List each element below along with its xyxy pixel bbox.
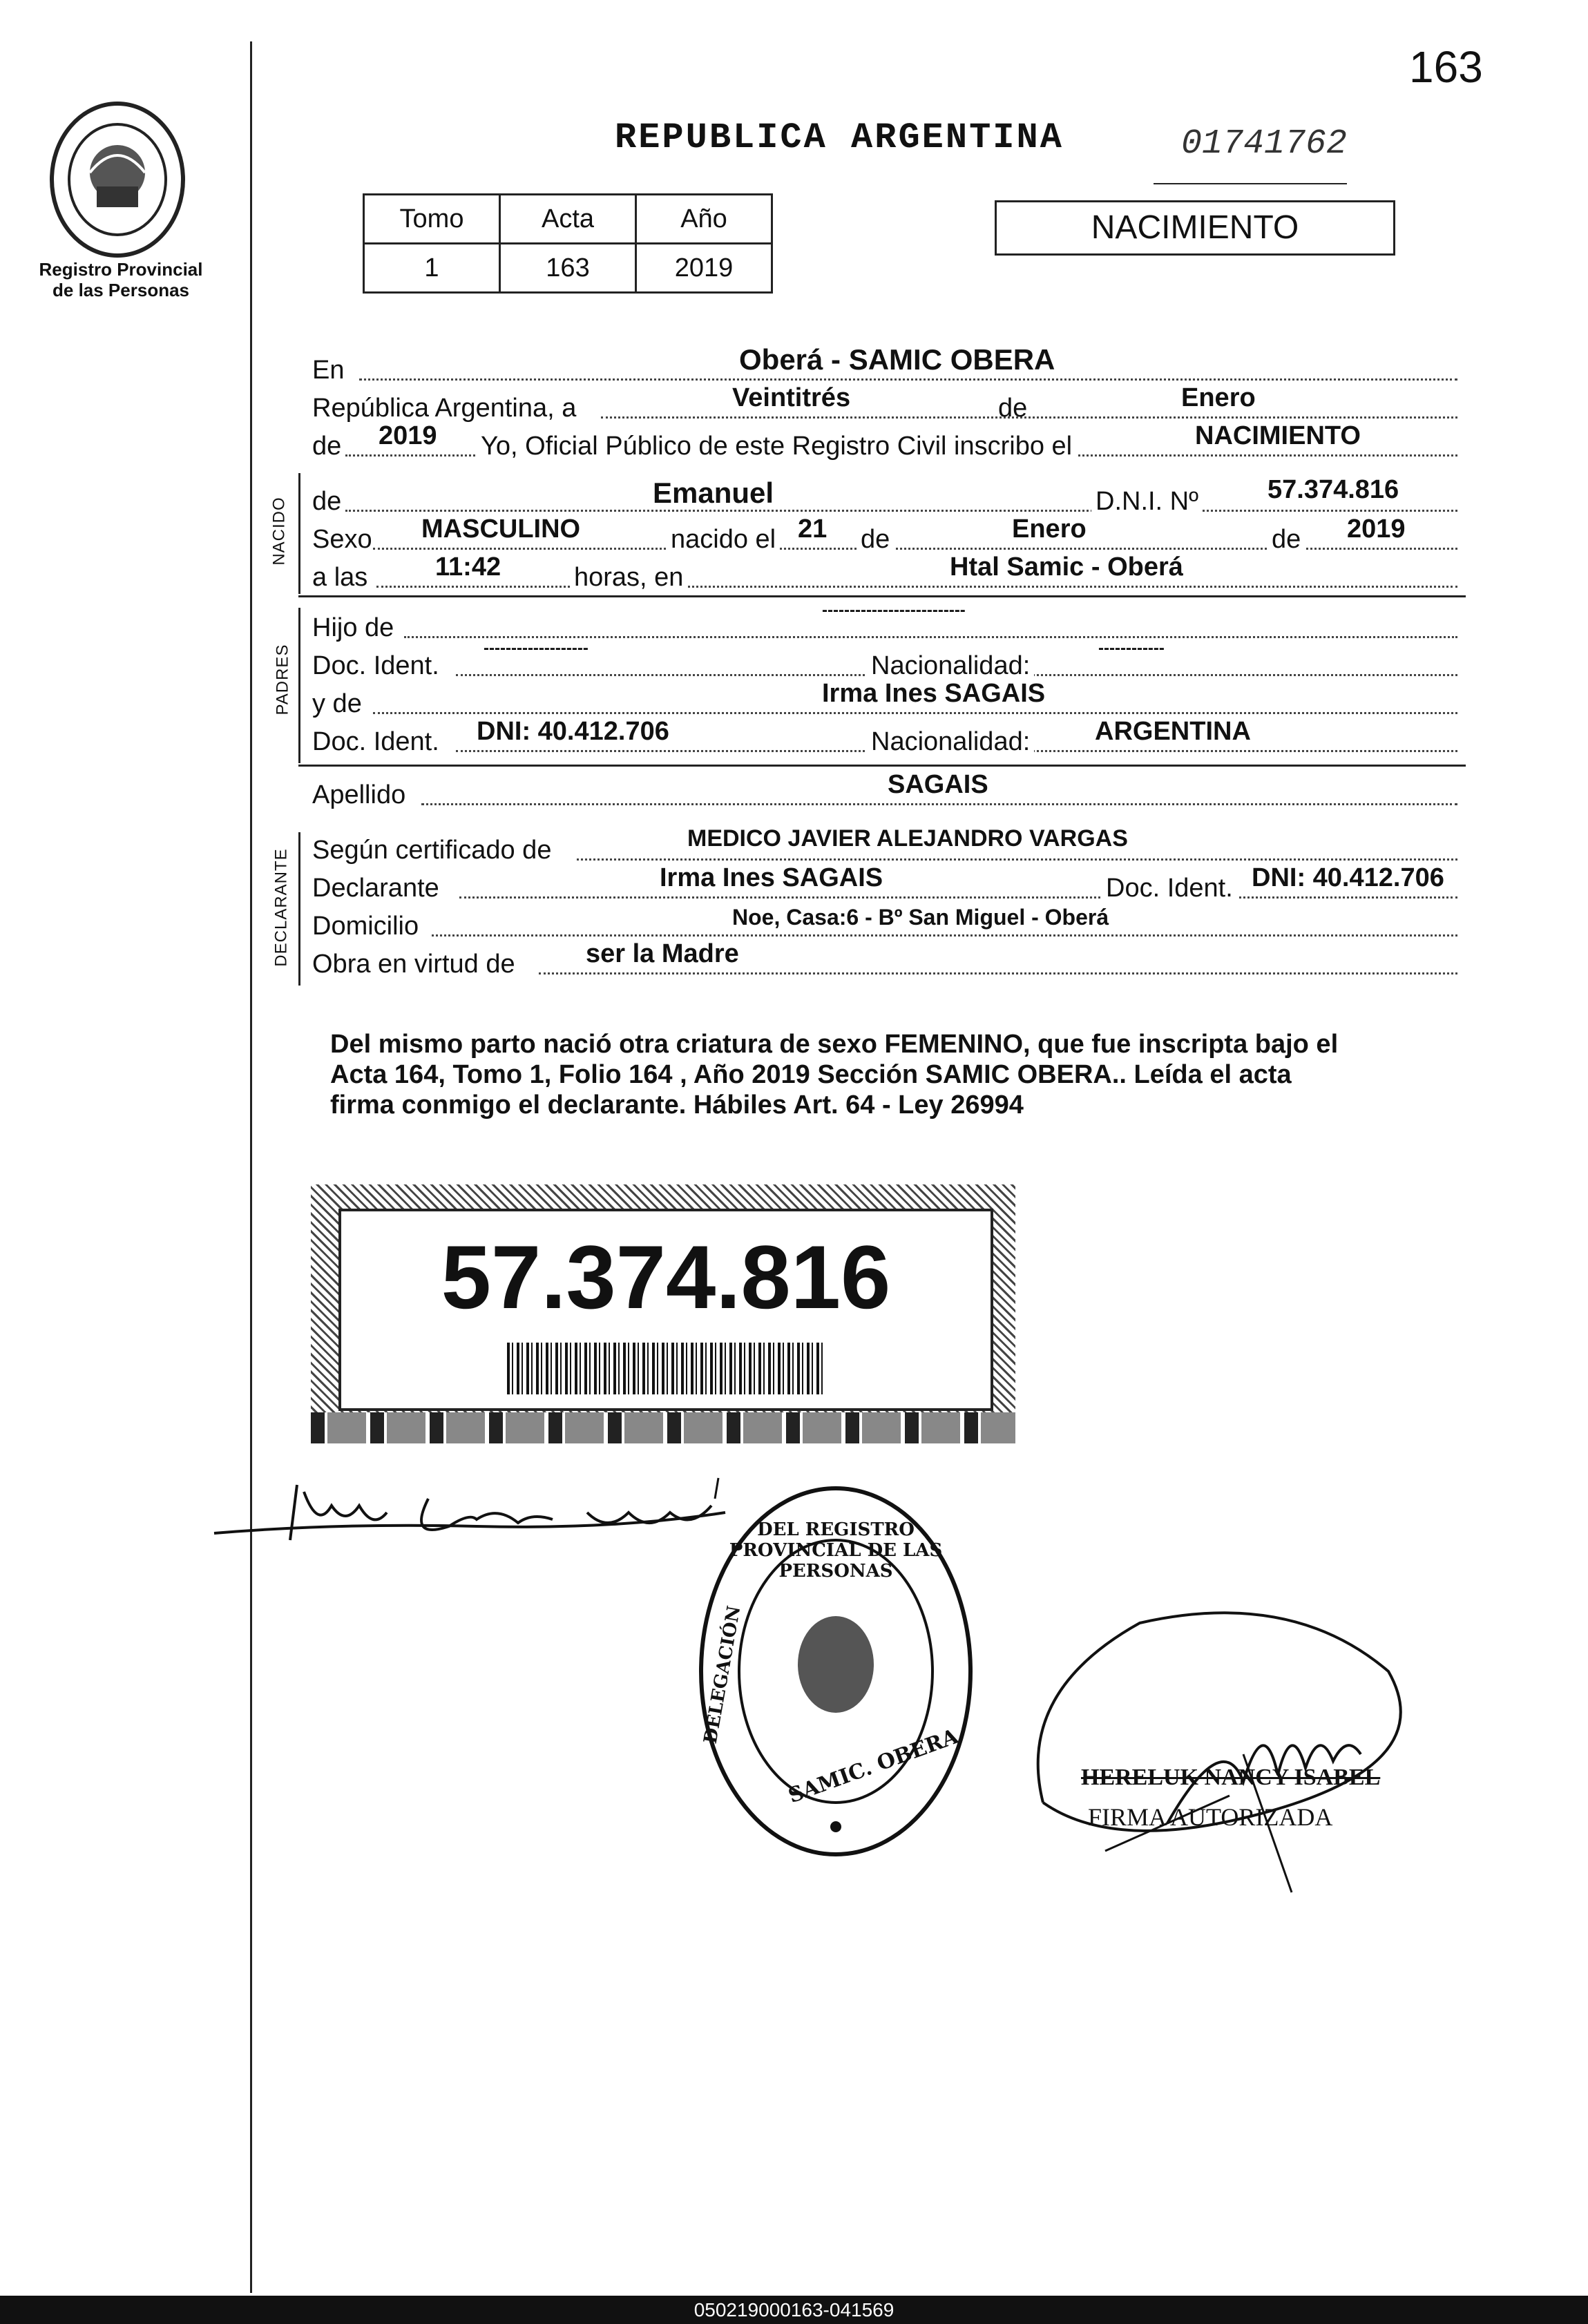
acta-header-acta: Acta: [500, 195, 636, 244]
birth-de2-label: de: [1267, 525, 1305, 555]
mother-nac-value: ARGENTINA: [1095, 717, 1251, 746]
father-nac-value: ------------: [1098, 639, 1165, 657]
doc-type-box: [995, 200, 1395, 256]
acta-value-acta: 163: [500, 244, 636, 293]
obra-label: Obra en virtud de: [312, 950, 515, 979]
month-value: Enero: [1181, 383, 1256, 412]
obra-value: ser la Madre: [586, 939, 739, 968]
year-value: 2019: [379, 421, 437, 450]
observations-note: [330, 1029, 1449, 1120]
event-value: NACIMIENTO: [1195, 421, 1361, 450]
barcode: [507, 1343, 825, 1394]
serial-underline: [1154, 183, 1347, 184]
horas-label: horas, en: [570, 563, 687, 593]
en-value: Oberá - SAMIC OBERA: [739, 343, 1055, 376]
birth-month-value: Enero: [1012, 515, 1087, 544]
mother-value: Irma Ines SAGAIS: [822, 679, 1046, 708]
hijo-dots: [404, 636, 1457, 638]
registry-name: [28, 259, 214, 300]
day-written-value: Veintitrés: [732, 383, 851, 412]
footer-bar: [0, 2296, 1588, 2324]
sexo-value: MASCULINO: [421, 515, 581, 544]
padres-section-label: PADRES: [273, 644, 292, 716]
authorized-signature: [1002, 1588, 1457, 1906]
mother-doc-value: DNI: 40.412.706: [477, 717, 669, 746]
stamp-text-top: DEL REGISTRO PROVINCIAL DE LAS PERSONAS: [729, 1519, 943, 1582]
doc-type-label: NACIMIENTO: [1091, 209, 1299, 246]
mother-nac-label: Nacionalidad:: [867, 727, 1034, 757]
acta-table: [363, 193, 773, 294]
declarant-signature: [200, 1464, 739, 1554]
birth-de-label: de: [857, 525, 894, 555]
stamp-text-left: DELEGACIÓN: [700, 1604, 745, 1746]
declarante-bracket: [298, 832, 300, 986]
page-number: 163: [1409, 42, 1483, 92]
cert-dots: [577, 858, 1457, 861]
nacido-bottom-rule: [298, 595, 1466, 597]
serial-number: 01741762: [1181, 124, 1348, 164]
nacido-name-dots: [345, 510, 1457, 512]
republica-label: República Argentina, a: [312, 394, 577, 423]
birth-day-value: 21: [798, 515, 828, 544]
father-doc-value: -------------------: [484, 639, 589, 657]
father-value: --------------------------: [822, 601, 966, 620]
cert-value: MEDICO JAVIER ALEJANDRO VARGAS: [687, 825, 1128, 852]
en-label: En: [312, 356, 345, 385]
republica-de-label: de: [998, 394, 1028, 423]
nacido-de-label: de: [312, 487, 342, 516]
mother-doc-label: Doc. Ident.: [312, 727, 439, 756]
padres-bottom-rule: [298, 765, 1466, 767]
republica-dots: [601, 416, 1457, 419]
birth-year-value: 2019: [1347, 515, 1406, 544]
dni-sticker: [311, 1184, 1015, 1443]
father-nac-label: Nacionalidad:: [867, 651, 1034, 681]
sticker-bottom-pattern: [311, 1412, 1015, 1443]
official-stamp: [694, 1478, 977, 1865]
note-line-3: firma conmigo el declarante. Hábiles Art. 64 - Ley 26994: [330, 1091, 1024, 1120]
dni-sticker-number: 57.374.816: [441, 1227, 891, 1327]
nacido-section-label: NACIDO: [269, 497, 289, 566]
domicilio-label: Domicilio: [312, 912, 419, 941]
registry-name-line2: de las Personas: [52, 280, 189, 300]
dni-sticker-inner: [338, 1209, 993, 1411]
y-de-dots: [373, 712, 1457, 714]
en-dots: [359, 378, 1457, 381]
declarante-value: Irma Ines SAGAIS: [660, 863, 883, 892]
declarante-dots: [459, 896, 1457, 899]
obra-dots: [539, 972, 1457, 974]
stamp-text-bottom: SAMIC. OBERA: [785, 1724, 962, 1809]
declarante-label: Declarante: [312, 874, 439, 903]
hijo-de-label: Hijo de: [312, 613, 394, 642]
nacido-bracket: [298, 473, 300, 594]
registry-name-line1: Registro Provincial: [39, 259, 203, 280]
sexo-label: Sexo: [312, 525, 372, 554]
year-de-label: de: [312, 432, 342, 461]
cert-label: Según certificado de: [312, 836, 552, 865]
official-text: Yo, Oficial Público de este Registro Civil inscribo el: [477, 432, 1076, 461]
domicilio-value: Noe, Casa:6 - Bº San Miguel - Oberá: [732, 905, 1109, 930]
nacido-el-label: nacido el: [667, 525, 780, 555]
acta-header-tomo: Tomo: [364, 195, 500, 244]
declarante-doc-label: Doc. Ident.: [1102, 874, 1237, 903]
domicilio-dots: [432, 934, 1457, 937]
apellido-dots: [421, 803, 1457, 805]
note-line-1: Del mismo parto nació otra criatura de sexo FEMENINO, que fue inscripta bajo el: [330, 1030, 1339, 1059]
official-name: HERELUK NANCY ISABEL: [1081, 1765, 1381, 1790]
registry-seal-logo: [41, 97, 193, 262]
official-caption: FIRMA AUTORIZADA: [1088, 1803, 1333, 1831]
declarante-section-label: DECLARANTE: [271, 848, 291, 967]
apellido-value: SAGAIS: [888, 770, 988, 799]
footer-code: 050219000163-041569: [693, 2299, 895, 2321]
acta-value-tomo: 1: [364, 244, 500, 293]
document-title: REPUBLICA ARGENTINA: [615, 117, 1064, 158]
apellido-label: Apellido: [312, 780, 406, 809]
dni-label: D.N.I. Nº: [1091, 487, 1203, 517]
birth-place-value: Htal Samic - Oberá: [950, 553, 1183, 582]
nacido-name-value: Emanuel: [653, 477, 774, 509]
father-doc-label: Doc. Ident.: [312, 651, 439, 680]
declarante-doc-value: DNI: 40.412.706: [1252, 863, 1444, 892]
y-de-label: y de: [312, 689, 362, 718]
alas-label: a las: [312, 563, 368, 592]
time-value: 11:42: [435, 553, 501, 582]
note-line-2: Acta 164, Tomo 1, Folio 164 , Año 2019 Sección SAMIC OBERA.. Leída el acta: [330, 1060, 1292, 1089]
acta-header-ano: Año: [636, 195, 772, 244]
left-margin-line: [250, 41, 252, 2293]
acta-value-ano: 2019: [636, 244, 772, 293]
padres-bracket: [298, 608, 300, 763]
dni-value: 57.374.816: [1267, 475, 1399, 504]
alas-dots: [376, 586, 1457, 588]
